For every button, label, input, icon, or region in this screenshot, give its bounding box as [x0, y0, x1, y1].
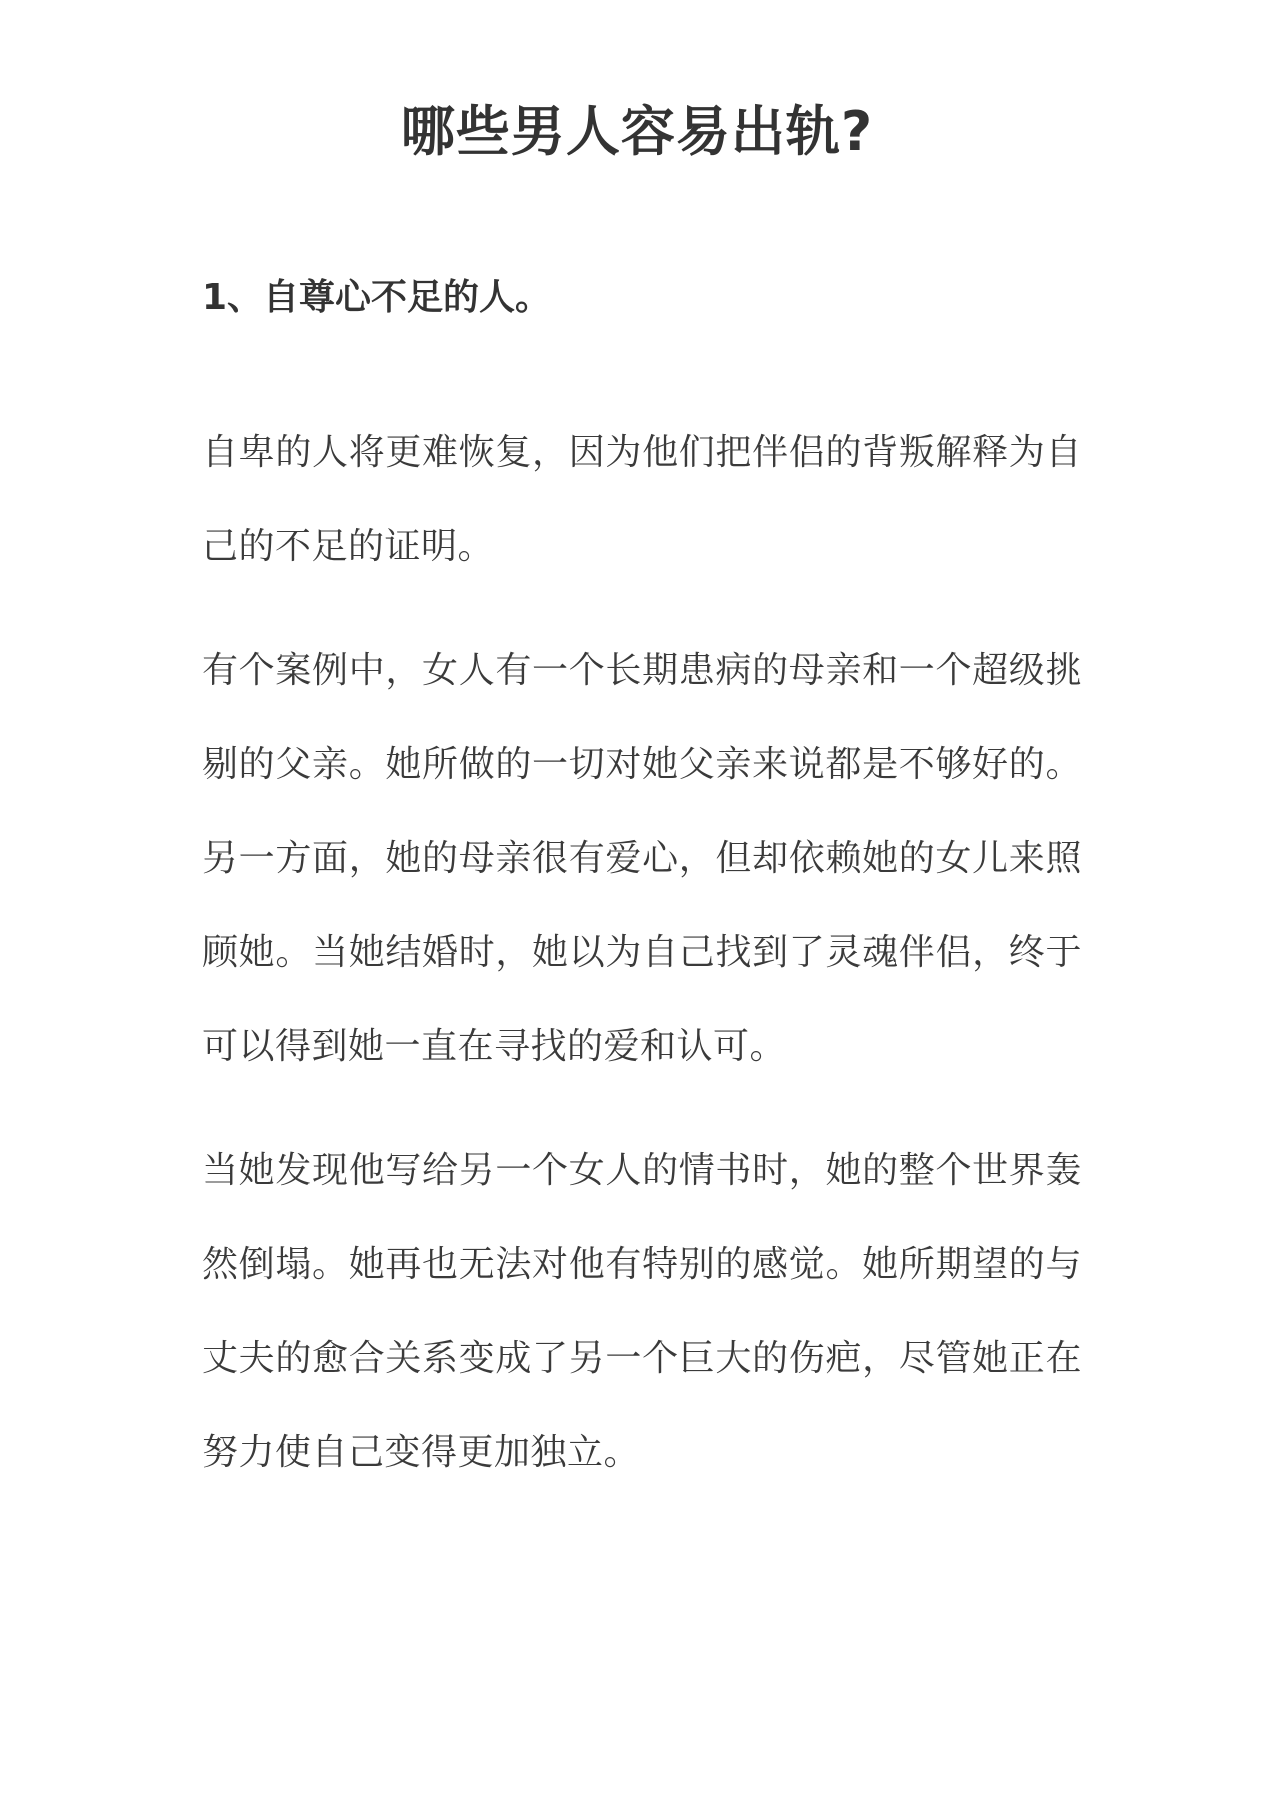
page-title: 哪些男人容易出轨? [400, 100, 874, 163]
paragraph-3: 当她发现他写给另一个女人的情书时，她的整个世界轰然倒塌。她再也无法对他有特别的感觉。她所期望的与丈夫的愈合关系变成了另一个巨大的伤疤，尽管她正在努力使自己变得更加独立。 [202, 1150, 1082, 1473]
section-heading: 1、自尊心不足的人。 [202, 277, 552, 318]
paragraph-1: 自卑的人将更难恢复，因为他们把伴侣的背叛解释为自己的不足的证明。 [202, 432, 1082, 567]
article-body [202, 268, 1082, 1500]
paragraph-2: 有个案例中，女人有一个长期患病的母亲和一个超级挑剔的父亲。她所做的一切对她父亲来说都是不够好的。另一方面，她的母亲很有爱心，但却依赖她的女儿来照顾她。当她结婚时，她以为自己找到了灵魂伴侣，终于可以得到她一直在寻找的爱和认可。 [202, 650, 1082, 1067]
